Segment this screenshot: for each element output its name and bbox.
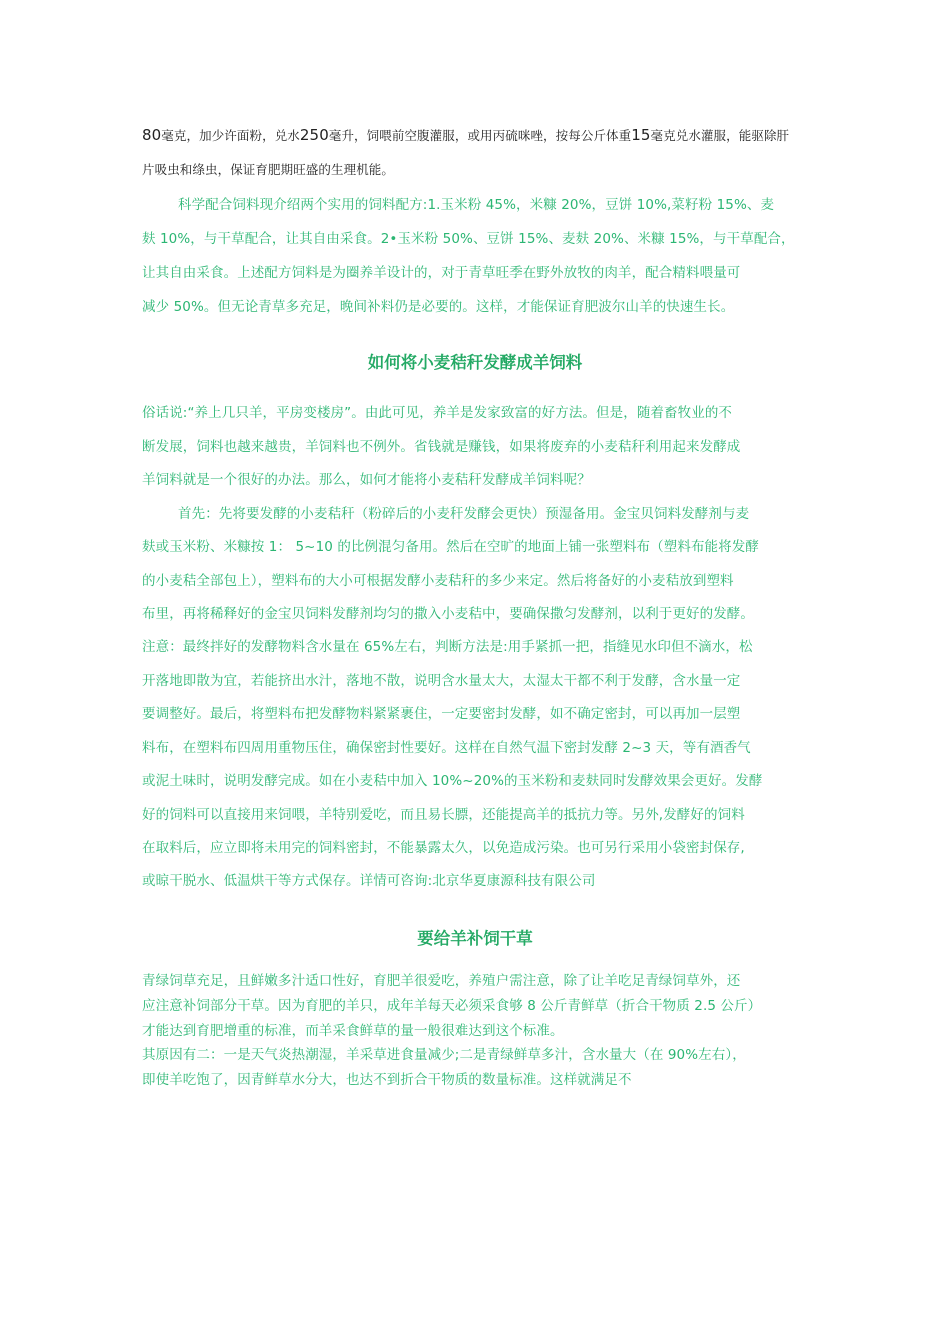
section-heading: 如何将小麦秸秆发酵成羊饲料 [367,353,583,372]
paragraph-line: 才能达到育肥增重的标准，而羊采食鲜草的量一般很难达到这个标准。 [142,1023,564,1039]
paragraph-line: 的小麦秸全部包上），塑料布的大小可根据发酵小麦秸秆的多少来定。然后将备好的小麦秸放到塑料 [142,573,734,589]
paragraph-line: 要调整好。最后，将塑料布把发酵物料紧紧裹住，一定要密封发酵，如不确定密封，可以再加一层塑 [142,706,741,722]
intro-text: 毫克兑水灌服，能驱除肝 [650,128,790,143]
formula-line: 让其自由采食。上述配方饲料是为圈养羊设计的，对于青草旺季在野外放牧的肉羊，配合精料喂量可 [142,265,741,281]
paragraph-line: 布里，再将稀释好的金宝贝饲料发酵剂均匀的撒入小麦秸中，要确保撒匀发酵剂，以利于更好的发酵。 [142,606,754,622]
paragraph-line: 青绿饲草充足，且鲜嫩多汁适口性好，育肥羊很爱吃，养殖户需注意，除了让羊吃足青绿饲草外，还 [142,973,741,989]
intro-number-15: 15 [631,126,651,144]
paragraph-line: 在取料后，应立即将未用完的饲料密封，不能暴露太久，以免造成污染。也可另行采用小袋密封保存, [142,840,745,856]
paragraph-line: 麸或玉米粉、米糠按 1： 5~10 的比例混匀备用。然后在空旷的地面上铺一张塑料布（塑料布能将发酵 [142,539,759,555]
intro-text: 毫升，饲喂前空腹灌服，或用丙硫咪唑，按每公斤体重 [328,128,632,143]
formula-line: 麸 10%，与干草配合，让其自由采食。2•玉米粉 50%、豆饼 15%、麦麸 20%、米糠 15%，与干草配合， [142,231,795,247]
intro-number-250: 250 [299,126,329,144]
intro-number-80: 80 [142,126,162,144]
intro-text: 毫克，加少许面粉，兑水 [161,128,300,143]
paragraph-line: 俗话说:“养上几只羊，平房变楼房”。由此可见，养羊是发家致富的好方法。但是，随着畜牧业的不 [142,405,733,421]
paragraph-line: 注意：最终拌好的发酵物料含水量在 65%左右，判断方法是:用手紧抓一把，指缝见水印但不滴水，松 [142,639,753,655]
paragraph-line: 其原因有二：一是天气炎热潮湿，羊采草进食量减少;二是青绿鲜草多汁，含水量大（在 90%左右）， [142,1047,746,1063]
paragraph-line: 或泥土味时，说明发酵完成。如在小麦秸中加入 10%~20%的玉米粉和麦麸同时发酵效果会更好。发酵 [142,773,763,789]
section-heading: 要给羊补饲干草 [417,929,533,948]
paragraph-line: 料布，在塑料布四周用重物压住，确保密封性要好。这样在自然气温下密封发酵 2~3 天，等有酒香气 [142,740,751,756]
paragraph-line: 应注意补饲部分干草。因为育肥的羊只，成年羊每天必须采食够 8 公斤青鲜草（折合干物质 2.5 公斤） [142,998,762,1014]
intro-line-1 [142,126,789,144]
formula-line: 科学配合饲料现介绍两个实用的饲料配方:1.玉米粉 45%，米糠 20%，豆饼 10%,菜籽粉 15%、麦 [178,197,775,213]
paragraph-line: 即使羊吃饱了，因青鲜草水分大，也达不到折合干物质的数量标准。这样就满足不 [142,1072,632,1088]
paragraph-line: 首先：先将要发酵的小麦秸秆（粉碎后的小麦秆发酵会更快）预湿备用。金宝贝饲料发酵剂与麦 [178,506,750,522]
paragraph-line: 断发展，饲料也越来越贵，羊饲料也不例外。省钱就是赚钱，如果将废弃的小麦秸秆利用起来发酵成 [142,439,741,455]
paragraph-line: 开落地即散为宜，若能挤出水汁，落地不散，说明含水量太大，太湿太干都不利于发酵，含水量一定 [142,673,741,689]
paragraph-line: 羊饲料就是一个很好的办法。那么，如何才能将小麦秸秆发酵成羊饲料呢？ [142,472,591,488]
formula-line: 减少 50%。但无论青草多充足，晚间补料仍是必要的。这样，才能保证育肥波尔山羊的快速生长。 [142,299,735,315]
paragraph-line: 或晾干脱水、低温烘干等方式保存。详情可咨询:北京华夏康源科技有限公司 [142,873,596,889]
intro-line-2: 片吸虫和绦虫，保证育肥期旺盛的生理机能。 [142,162,395,177]
paragraph-line: 好的饲料可以直接用来饲喂，羊特别爱吃，而且易长膘，还能提高羊的抵抗力等。另外,发酵好的饲料 [142,807,745,823]
